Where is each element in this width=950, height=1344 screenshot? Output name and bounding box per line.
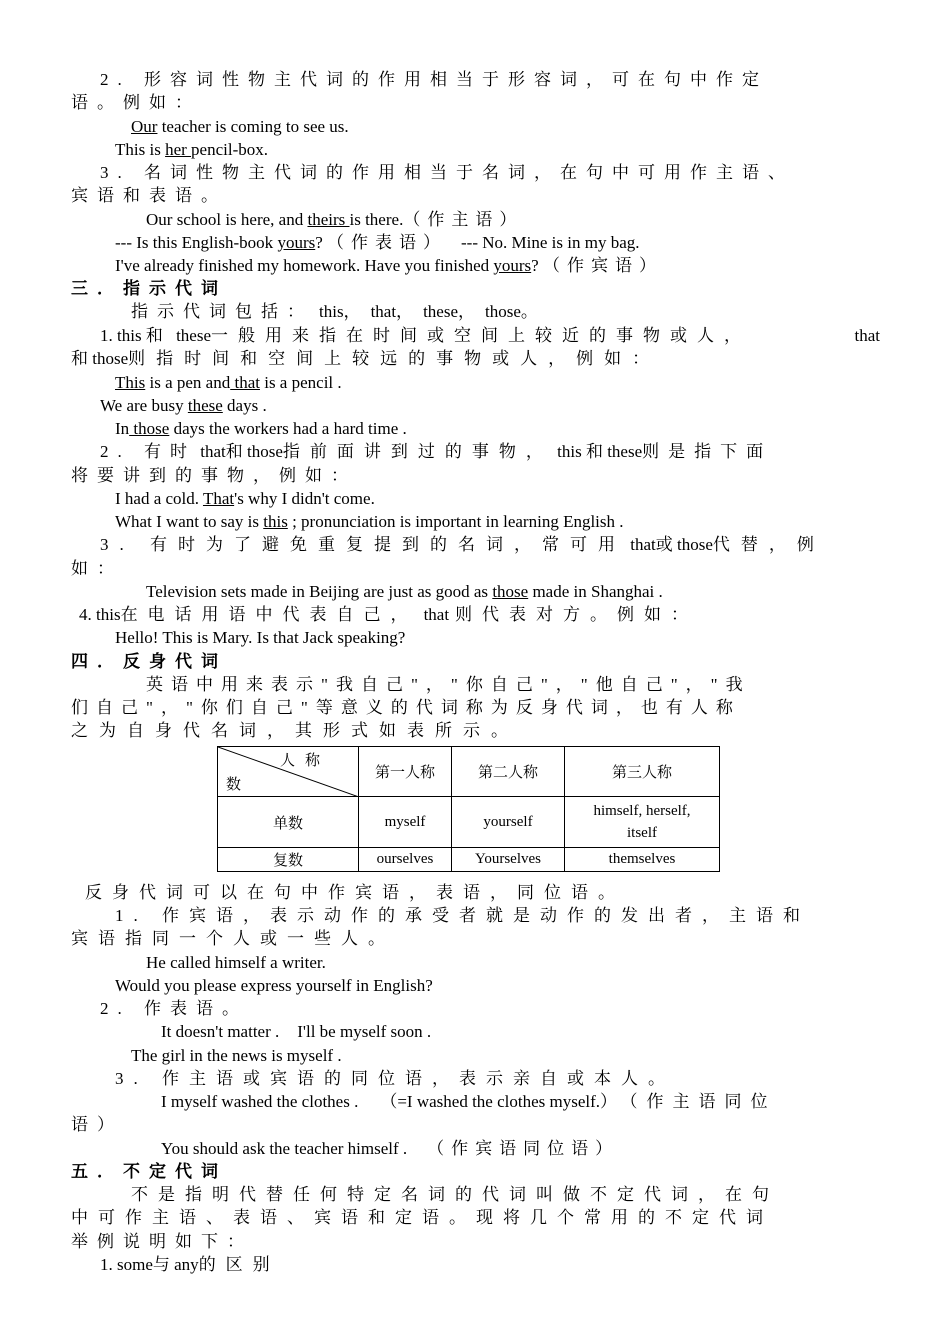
example-sentence: You should ask the teacher himself . （作宾语同位语）	[161, 1139, 620, 1158]
text-line: 宾语和表语。	[71, 186, 227, 205]
text-line: 1. 作宾语，表示动作的承受者就是动作的发出者，主语和	[115, 906, 810, 925]
example-sentence: In those days the workers had a hard time .	[115, 419, 407, 438]
table-cell: Yourselves	[452, 848, 565, 872]
text-line: 2. 作表语。	[100, 999, 248, 1018]
text-line: 2. 有时 that和 those指前面讲到过的事物， this 和 these则是指下面	[100, 442, 773, 461]
text-line: 如：	[71, 559, 123, 578]
section-heading: 五．不定代词	[71, 1162, 227, 1181]
example-sentence: I had a cold. That's why I didn't come.	[115, 489, 375, 508]
table-cell: himself, herself, itself	[565, 797, 720, 848]
text-line: 和 those则指时间和空间上较远的事物或人，例如：	[71, 349, 661, 368]
example-sentence: Our teacher is coming to see us.	[131, 117, 349, 136]
example-sentence: It doesn't matter . I'll be myself soon .	[161, 1022, 432, 1041]
example-sentence: What I want to say is this ; pronunciation is important in learning English .	[115, 512, 624, 531]
text-line: 宾语指同一个人或一些人。	[71, 929, 395, 948]
example-sentence: This is her pencil-box.	[115, 140, 268, 159]
table-cell: themselves	[565, 848, 720, 872]
example-sentence: I've already finished my homework. Have you finished yours? （作宾语）	[115, 256, 663, 275]
text-line: 语。例如：	[71, 93, 201, 112]
section-heading: 三．指示代词	[71, 279, 227, 298]
table-corner-cell	[218, 747, 359, 797]
reflexive-pronoun-table	[217, 746, 720, 872]
corner-top-label: 人称	[280, 753, 331, 769]
row-header: 单数	[218, 797, 359, 848]
table-cell: yourself	[452, 797, 565, 848]
example-sentence: We are busy these days .	[100, 396, 267, 415]
section-heading: 四．反身代词	[71, 652, 227, 671]
example-sentence: I myself washed the clothes . （=I washed the clothes myself.） （作主语同位	[161, 1092, 777, 1111]
text-line: 2. 形容词性物主代词的作用相当于形容词，可在句中作定	[100, 70, 768, 89]
example-sentence: Television sets made in Beijing are just as good as those made in Shanghai .	[146, 582, 663, 601]
text-line: 4. this在电话用语中代表自己， that 则代表对方。例如：	[79, 605, 699, 624]
text-line: 1. this 和 these一般用来指在时间或空间上较近的事物或人， that	[100, 326, 880, 345]
text-line: 3. 作主语或宾语的同位语，表示亲自或本人。	[115, 1069, 675, 1088]
text-line: 反身代词可以在句中作宾语，表语，同位语。	[85, 883, 625, 902]
corner-bottom-label: 数	[226, 777, 242, 793]
table-row	[218, 797, 720, 848]
text-line: 语）	[71, 1115, 123, 1134]
text-line: 之为自身代名词，其形式如表所示。	[71, 721, 519, 740]
example-sentence: The girl in the news is myself .	[131, 1046, 342, 1065]
example-sentence: Hello! This is Mary. Is that Jack speaking?	[115, 628, 406, 647]
text-line: 英语中用来表示"我自己"，"你自己"，"他自己"，"我	[146, 675, 751, 694]
example-sentence: This is a pen and that is a pencil .	[115, 373, 342, 392]
table-cell: myself	[359, 797, 452, 848]
text-line: 不是指明代替任何特定名词的代词叫做不定代词，在句	[131, 1185, 779, 1204]
example-sentence: Our school is here, and theirs is there.（作主语）	[146, 210, 524, 229]
example-sentence: He called himself a writer.	[146, 953, 326, 972]
text-line: 3. 有时为了避免重复提到的名词，常可用 that或 those代替，例	[100, 535, 825, 554]
text-line: 举例说明如下：	[71, 1232, 253, 1251]
example-sentence: --- Is this English-book yours? （作表语） --- No. Mine is in my bag.	[115, 233, 640, 252]
table-header: 第二人称	[452, 747, 565, 797]
text-line: 3. 名词性物主代词的作用相当于名词，在句中可用作主语、	[100, 163, 794, 182]
text-line: 中可作主语、表语、宾语和定语。现将几个常用的不定代词	[71, 1208, 773, 1227]
text-line: 们自己"，"你们自己"等意义的代词称为反身代词，也有人称	[71, 698, 741, 717]
table-cell: ourselves	[359, 848, 452, 872]
table-header: 第一人称	[359, 747, 452, 797]
table-header: 第三人称	[565, 747, 720, 797]
text-line: 指示代词包括： this， that， these， those。	[131, 302, 538, 321]
text-line: 1. some与 any的区别	[100, 1255, 280, 1274]
example-sentence: Would you please express yourself in English?	[115, 976, 433, 995]
text-line: 将要讲到的事物，例如：	[71, 466, 357, 485]
row-header: 复数	[218, 848, 359, 872]
table-row	[218, 848, 720, 872]
